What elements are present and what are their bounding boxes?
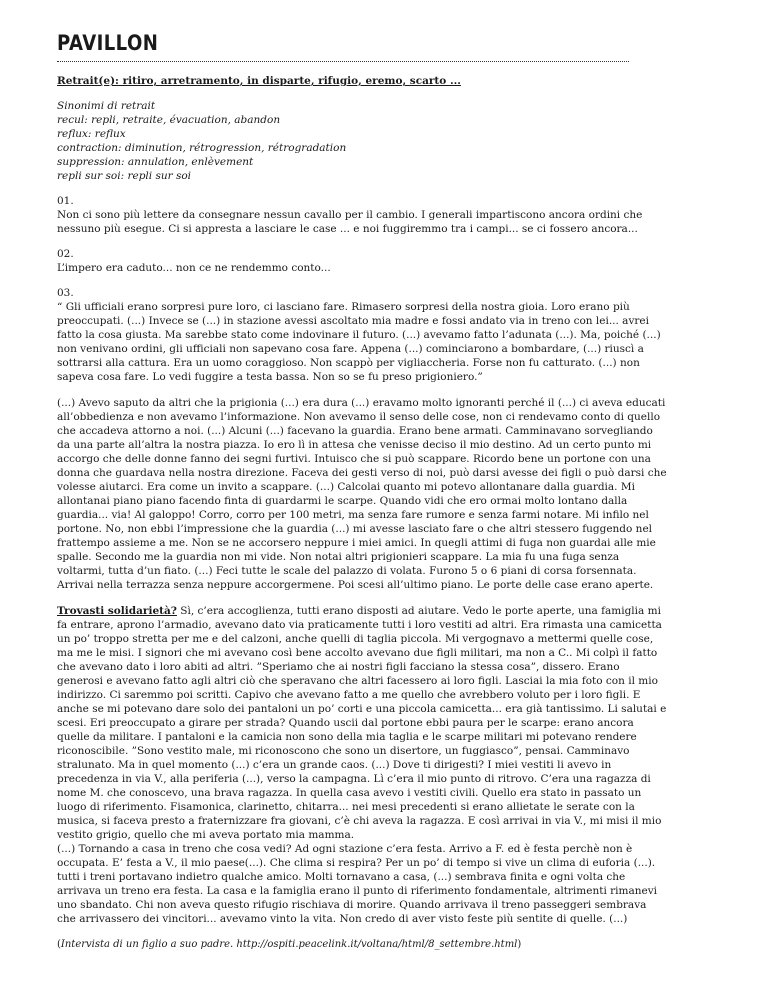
section-number: 01. [57,195,74,207]
synonym-line: contraction: diminution, rétrogression, rétrogradation [57,142,347,154]
synonym-line: repli sur soi: repli sur soi [57,170,192,182]
synonyms-title: Sinonimi di retrait [57,100,156,112]
synonyms-block [57,99,667,183]
dotted-divider [57,61,629,62]
section-number: 02. [57,248,74,260]
synonym-line: reflux: reflux [57,128,126,140]
definition-term: Retrait(e): [57,75,119,87]
question-lead: Trovasti solidarietà? [57,605,177,617]
citation-text: Intervista di un figlio a suo padre. http://ospiti.peacelink.it/voltana/html/8_settembre.html [60,939,518,950]
synonym-line: recul: repli, retraite, évacuation, abandon [57,114,281,126]
synonym-line: suppression: annulation, enlèvement [57,156,254,168]
document-page [57,30,667,952]
citation-open-paren: ( [57,939,61,950]
narrative-paragraph [57,604,667,842]
section-text: “ Gli ufficiali erano sorpresi pure loro, ci lasciano fare. Rimasero sorpresi della nostra gioia. Loro erano più preoccupati. (...) Invece se (...) in stazione avessi ascoltato mia madre e fossi andato via in treno con lei... avrei fatto la cosa giusta. Ma sarebbe stato come indovinare il futuro. (...) avevamo fatto l’adunata (...). Ma, poiché (...) non venivano ordini, gli ufficiali non sapevano cosa fare. Appena (...) cominciarono a bombardare, (...) riuscì a sottrarsi alla cattura. Era un uomo coraggioso. Non scappò per vigliaccheria. Forse non fu catturato. (...) non sapeva cosa fare. Lo vedi fuggire a testa bassa. Non so se fu preso prigioniero.” [57,301,661,383]
section-number: 03. [57,287,74,299]
section-text: Non ci sono più lettere da consegnare nessun cavallo per il cambio. I generali impartiscono ancora ordini che nessuno più esegue. Ci si appresta a lasciare le case ... e noi fuggiremmo tra i campi... se ci fossero ancora... [57,209,643,235]
source-citation [57,938,667,952]
definition-translations: ritiro, arretramento, in disparte, rifugio, eremo, scarto ... [118,75,461,87]
citation-close-paren: ) [517,939,522,950]
page-title: PAVILLON [57,31,159,55]
narrative-paragraph: (...) Tornando a casa in treno che cosa vedi? Ad ogni stazione c’era festa. Arrivo a F. ed è festa perchè non è occupata. E’ festa a V., il mio paese(...). Che clima si respira? Per un po’ di tempo si vive un clima di euforia (...). tutti i treni portavano indietro qualche amico. Molti tornavano a casa, (...) sembrava finita e ogni volta che arrivava un treno era festa. La casa e la famiglia erano il punto di riferimento fondamentale, altrimenti rimanevi uno sbandato. Chi non aveva questo rifugio rischiava di morire. Quando arrivava il treno passeggeri sembrava che arrivassero dei vincitori... avevamo vinto la vita. Non credo di aver visto feste più sentite di quelle. (...) [57,843,658,925]
narrative-paragraph: (...) Avevo saputo da altri che la prigionia (...) era dura (...) eravamo molto ignoranti perché il (...) ci aveva educati all’obbedienza e non avevamo l’informazione. Non avevamo il senso delle cose, non ci rendevamo conto di quello che accadeva attorno a noi. (...) Alcuni (...) facevano la guardia. Erano bene armati. Camminavano sorvegliando da una parte all’altra la nostra piazza. Io ero lì in attesa che venisse deciso il mio destino. Ad un certo punto mi accorgo che delle donne fanno dei segni furtivi. Intuisco che si può scappare. Ricordo bene un portone con una donna che guardava nella nostra direzione. Faceva dei gesti verso di noi, può darsi avesse dei figli o può darsi che volesse aiutarci. Era come un invito a scappare. (...) Calcolai quanto mi potevo allontanare dalla guardia. Mi allontanai piano piano facendo finta di guardarmi le scarpe. Quando vidi che ero ormai molto lontano dalla guardia... via! Al galoppo! Corro, corro per 100 metri, ma senza fare rumore e senza farmi notare. Mi infilo nel portone. No, non ebbi l’impressione che la guardia (...) mi avesse lasciato fare o che altri stessero fuggendo nel frattempo assieme a me. Non se ne accorsero neppure i miei amici. In quegli attimi di fuga non guardai alle mie spalle. Secondo me la guardia non mi vide. Non notai altri prigionieri scappare. La mia fu una fuga senza voltarmi, tutta d’un fiato. (...) Feci tutte le scale del palazzo di volata. Furono 5 o 6 piani di corsa forsennata. Arrivai nella terrazza senza neppure accorgermene. Poi scesi all’ultimo piano. Le porte delle case erano aperte. [57,397,667,591]
definition-heading [57,74,667,88]
paragraph-text: Sì, c’era accoglienza, tutti erano disposti ad aiutare. Vedo le porte aperte, una famiglia mi fa entrare, aprono l’armadio, avevano dato via praticamente tutti i loro vestiti ad altri. Era rimasta una camicetta un po’ troppo stretta per me e del calzoni, anche quelli di taglia piccola. Mi vergognavo a mettermi quelle cose, ma me le misi. I signori che mi avevano così bene accolto avevano due figli militari, ma non a C.. Mi colpì il fatto che avevano dato i loro abiti ad altri. ”Speriamo che ai nostri figli facciano la stessa cosa”, dissero. Erano generosi e avevano fatto agli altri ciò che speravano che altri facessero ai loro figli. Lasciai la mia foto con il mio indirizzo. Ci saremmo poi scritti. Capivo che avevano fatto a me quello che avrebbero voluto per i loro figli. E anche se mi potevano dare solo dei pantaloni un po’ corti e una piccola camicetta... era già tantissimo. Li salutai e scesi. Eri preoccupato a girare per strada? Quando uscii dal portone ebbi paura per le scarpe: erano ancora quelle da militare. I pantaloni e la camicia non sono della mia taglia e le scarpe militari mi potevano rendere riconoscibile. ”Sono vestito male, mi riconoscono che sono un disertore, un fuggiasco”, pensai. Camminavo stralunato. Ma in quel momento (...) c’era un grande caos. (...) Dove ti dirigesti? I miei vestiti li avevo in precedenza in via V., alla periferia (...), verso la campagna. Lì c’era il mio punto di ritrovo. C’era una ragazza di nome M. che conoscevo, una brava ragazza. In quella casa avevo i vestiti civili. Quello era stato in passato un luogo di riferimento. Fisamonica, clarinetto, chitarra... nei mesi precedenti si erano allietate le serate con la musica, si faceva presto a fraternizzare fra giovani, c’è chi aveva la ragazza. E così arrivai in via V., mi misi il mio vestito grigio, quello che mi aveva portato mia mamma. [57,605,667,841]
section-text: L’impero era caduto... non ce ne rendemmo conto... [57,262,331,274]
